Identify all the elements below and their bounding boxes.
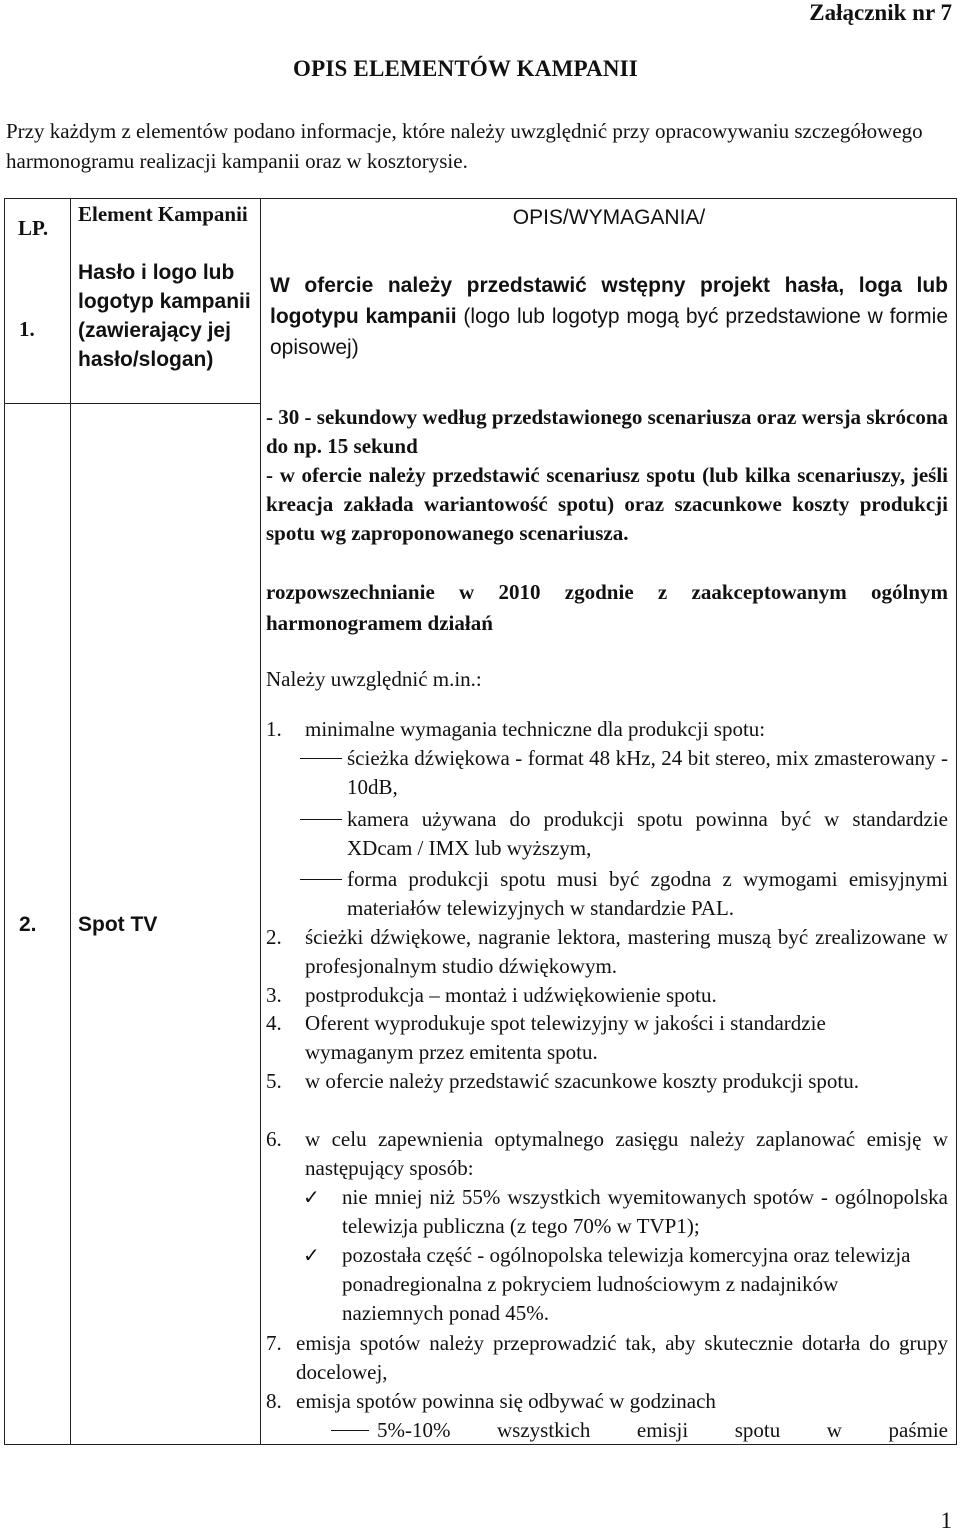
dash-item-text: ścieżka dźwiękowa - format 48 kHz, 24 bit stereo, mix zmasterowany - 10dB, [347, 746, 948, 799]
list-item-number: 3. [266, 983, 282, 1007]
page-number: 1 [940, 1508, 952, 1533]
header-element: Element Kampanii [78, 202, 248, 226]
check-item [303, 1183, 948, 1243]
dash-item-text: 5%-10% wszystkich emisji spotu w paśmie [377, 1418, 948, 1442]
dash-item [300, 744, 948, 804]
list-item-text: Oferent wyprodukuje spot telewizyjny w jakości i standardzie wymaganym przez emitenta spotu. [305, 1011, 826, 1064]
spot-paragraph-1-bold: - 30 - sekundowy według przedstawionego scenariusza oraz wersja skrócona do np. [266, 405, 948, 458]
list-item-text: w celu zapewnienia optymalnego zasięgu należy zaplanować emisję w następujący sposób: [305, 1127, 948, 1180]
list-item-text: ścieżki dźwiękowe, nagranie lektora, mastering muszą być zrealizowane w profesjonalnym studio dźwiękowym. [305, 925, 948, 978]
spot-paragraph-1-normal: 15 sekund [322, 434, 418, 458]
list-item-number: 8. [266, 1389, 282, 1413]
dash-marker [300, 819, 342, 820]
row2-element: Spot TV [78, 913, 158, 936]
spot-paragraph-2: - w ofercie należy przedstawić scenariusz spotu (lub kilka scenariuszy, jeśli kreacja zakłada wariantowość spotu) oraz szacunkowe koszty produkcji spotu wg zaproponowanego scenariusza. [266, 463, 948, 545]
dash-item-text: kamera używana do produkcji spotu powinna być w standardzie XDcam / IMX lub wyższym, [347, 807, 948, 860]
row1-element: Hasło i logo lub logotyp kampanii (zawierający jej hasło/slogan) [78, 261, 251, 371]
list-item-text: minimalne wymagania techniczne dla produkcji spotu: [305, 717, 766, 741]
list-item-number: 2. [266, 925, 282, 949]
header-lp: LP. [18, 216, 49, 240]
attachment-label: Załącznik nr 7 [809, 0, 952, 25]
dash-item [331, 1416, 948, 1445]
dash-marker [331, 1430, 369, 1431]
dash-marker [300, 879, 342, 880]
page-title: OPIS ELEMENTÓW KAMPANII [293, 56, 638, 81]
check-item-text: pozostała część - ogólnopolska telewizja komercyjna oraz telewizja ponadregionalna z pokryciem ludnościowym z nadajników naziemnych ponad 45%. [342, 1243, 911, 1325]
row1-opis [270, 270, 948, 363]
intro-paragraph: Przy każdym z elementów podano informacje, które należy uwzględnić przy opracowywaniu szczegółowego harmonogramu realizacji kampanii oraz w kosztorysie. [6, 119, 923, 173]
spot-paragraph-1 [266, 403, 948, 461]
dash-marker [300, 758, 342, 759]
row1-lp: 1. [19, 317, 35, 341]
list-item-number: 5. [266, 1069, 282, 1093]
spot-include-label: Należy uwzględnić m.in.: [266, 667, 482, 691]
spot-paragraph-3: rozpowszechnianie w 2010 zgodnie z zaakceptowanym ogólnym harmonogramem działań [266, 580, 948, 635]
list-item-text: emisja spotów powinna się odbywać w godzinach [296, 1389, 716, 1413]
row2-lp: 2. [19, 913, 37, 936]
dash-item [300, 805, 948, 865]
dash-item-text: forma produkcji spotu musi być zgodna z wymogami emisyjnymi materiałów telewizyjnych w standardzie PAL. [347, 867, 948, 920]
list-item-number: 4. [266, 1011, 282, 1035]
check-item [303, 1241, 948, 1331]
check-item-text: nie mniej niż 55% wszystkich wyemitowanych spotów - ogólnopolska telewizja publiczna (z tego 70% w TVP1); [342, 1185, 948, 1238]
checkmark-icon: ✓ [303, 1185, 320, 1209]
row1-opis-normal: (logo lub logotyp mogą być przedstawione w formie opisowej) [270, 305, 949, 359]
list-item-number: 1. [266, 717, 282, 741]
list-item-number: 6. [266, 1127, 282, 1151]
header-opis: OPIS/WYMAGANIA/ [512, 206, 706, 229]
dash-item [300, 865, 948, 925]
row1-opis-bold: W ofercie należy przedstawić wstępny projekt hasła, loga lub logotypu kampanii [270, 274, 948, 328]
checkmark-icon: ✓ [303, 1243, 320, 1267]
list-item-text: postprodukcja – montaż i udźwiękowienie spotu. [305, 983, 717, 1007]
list-item-text: w ofercie należy przedstawić szacunkowe koszty produkcji spotu. [305, 1069, 859, 1093]
list-item-number: 7. [266, 1331, 282, 1355]
list-item-text: emisja spotów należy przeprowadzić tak, aby skutecznie dotarła do grupy docelowej, [296, 1331, 948, 1384]
